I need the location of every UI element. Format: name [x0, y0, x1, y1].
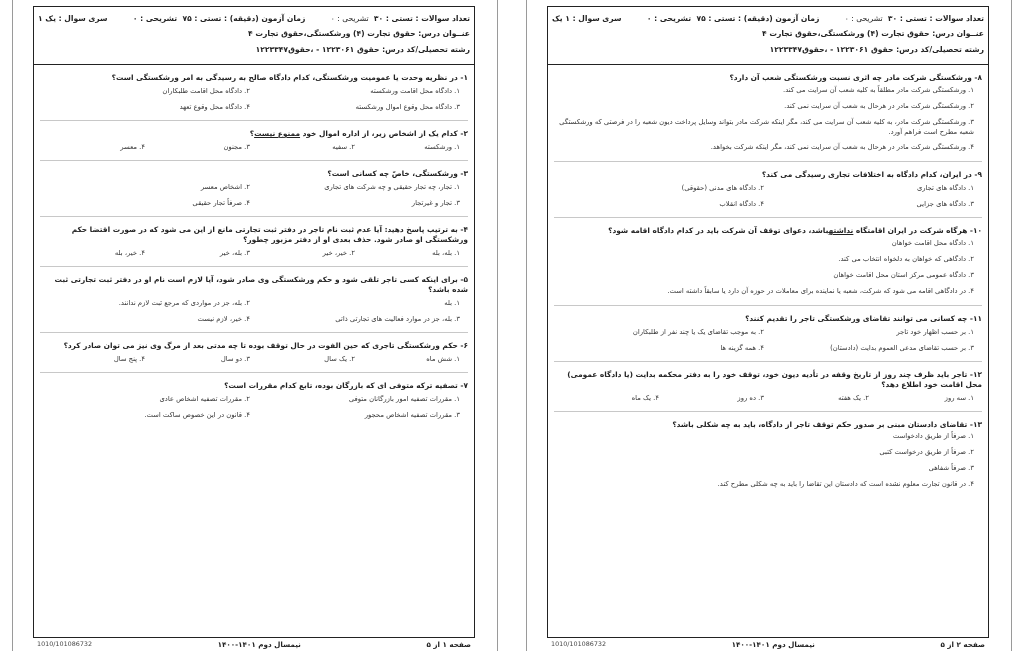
divider — [40, 160, 468, 161]
question-title: ۱۲- تاجر باید ظرف چند روز از تاریخ وقفه در تأدیه دیون خود، توقف خود را به دفتر محکمه بدایت (یا دادگاه عمومی) محل اقامت خود اطلاع دهد؟ — [567, 369, 982, 389]
field-code: رشته تحصیلی/کد درس: حقوق ۱۲۲۳۰۶۱ - ،حقوق۱۲۲۳۳۴۷ — [769, 45, 984, 54]
option: ۳. بله، خیر — [219, 248, 250, 257]
option: ۱. مقررات تصفیه امور بازرگانان متوفی — [348, 394, 460, 403]
question-5 — [34, 275, 474, 333]
divider — [40, 216, 468, 217]
option: ۴. صرفاً تجار حقیقی — [192, 198, 250, 207]
option: ۴. ورشکستگی شرکت مادر در هرحال به شعب آن سرایت نمی کند، مگر اینکه شرکت بخواهد. — [710, 143, 974, 152]
exam-header — [548, 7, 988, 65]
question-title: ۱۳- تقاضای دادستان مبنی بر صدور حکم توقف تاجر از دادگاه، باید به چه شکلی باشد؟ — [672, 419, 982, 429]
series-label: سری سوال : یک ۱ — [38, 14, 108, 23]
option: ۱. دادگاه محل اقامت ورشکسته — [370, 86, 460, 95]
exam-header — [34, 7, 474, 65]
page-footer — [547, 638, 989, 650]
option: ۴. یک ماه — [631, 393, 659, 402]
divider — [40, 266, 468, 267]
option: ۴. همه گزینه ها — [720, 343, 764, 352]
option: ۱. ورشکستگی شرکت مادر مطلقاً به کلیه شعب آن سرایت می کند. — [783, 85, 974, 94]
option: ۳. دادگاه های جزایی — [916, 200, 974, 209]
page-number: صفحه ۲ از ۵ — [940, 639, 985, 649]
question-title: ۴- به ترتیب پاسخ دهید: آیا عدم ثبت نام تاجر در دفتر ثبت تجارتی مانع از این می شود که در صورت اقتضا حکم ورشکستگی او صادر شود. حذف بعدی او از دفتر مزبور چطور؟ — [71, 224, 468, 244]
option: ۱. دادگاه های تجاری — [916, 184, 974, 193]
course-title: عنــوان درس: حقوق تجارت (۴) ورشکستگی،حقوق تجارت ۴ — [762, 29, 984, 38]
semester-label: نیمسال دوم ۱۴۰۱-۱۴۰۰ — [731, 639, 815, 649]
semester-label: نیمسال دوم ۱۴۰۱-۱۴۰۰ — [217, 639, 301, 649]
series-label: سری سوال : ۱ یک — [552, 14, 622, 23]
option: ۴. دادگاه انقلاب — [719, 200, 764, 209]
essay-count: تشریحی : ۰ — [844, 14, 883, 23]
exam-code: 1010/101086732 — [37, 640, 93, 648]
option: ۴. خیر، بله — [114, 248, 145, 257]
question-7 — [34, 381, 474, 423]
question-count: تعداد سوالات : تستی : ۳۰ — [373, 14, 470, 23]
question-1 — [34, 73, 474, 121]
option: ۴. دادگاه محل وقوع تعهد — [179, 102, 250, 111]
question-title: ۶- حکم ورشکستگی تاجری که حین الفوت در حال توقف بوده تا چه مدتی بعد از مرگ وی نیز می توان صادر کرد؟ — [63, 340, 468, 350]
question-11 — [548, 314, 988, 362]
option: ۳. دادگاه عمومی مرکز استان محل اقامت خواهان — [833, 270, 974, 279]
option: ۱. سه روز — [944, 393, 974, 402]
option: ۳. صرفاً شفاهی — [928, 464, 974, 473]
divider — [554, 411, 982, 412]
option: ۴. خیر، لازم نیست — [197, 314, 250, 323]
option: ۳. ورشکستگی شرکت مادر، به کلیه شعب آن سرایت می کند، مگر اینکه شرکت مادر بتواند وسایل پرداخت دیون شعبه را در فرصتی که ورشکستگی شعبه مطرح است فراهم آورد. — [559, 117, 974, 136]
option: ۱. دادگاه محل اقامت خواهان — [891, 239, 974, 248]
exam-code: 1010/101086732 — [551, 640, 607, 648]
option: ۱. بر حسب اظهار خود تاجر — [896, 327, 974, 336]
option: ۲. اشخاص معسر — [200, 182, 250, 191]
option: ۲. ورشکستگی شرکت مادر در هرحال به شعب آن سرایت نمی کند. — [784, 101, 974, 110]
question-count: تعداد سوالات : تستی : ۳۰ — [887, 14, 984, 23]
option: ۱. شش ماه — [426, 354, 460, 363]
option: ۳. بله، جز در موارد فعالیت های تجارتی ذاتی — [335, 314, 460, 323]
divider — [554, 305, 982, 306]
option: ۴. در دادگاهی اقامه می شود که شرکت، شعبه یا نماینده برای معاملات در حوزه آن دارد یا سابقاً داشته است. — [667, 286, 974, 295]
option: ۲. یک سال — [324, 354, 355, 363]
option: ۱. صرفاً از طریق دادخواست — [892, 432, 974, 441]
divider — [554, 217, 982, 218]
option: ۳. تجار و غیرتجار — [411, 198, 460, 207]
option: ۲. خیر، خیر — [322, 248, 355, 257]
option: ۲. بله، جز در مواردی که مرجع ثبت لازم ندانند. — [118, 298, 250, 307]
option: ۱. تجار، چه تجار حقیقی و چه شرکت های تجاری — [324, 182, 460, 191]
page-2-frame — [547, 6, 989, 638]
option: ۳. بر حسب تقاضای مدعی العموم بدایت (دادستان) — [830, 343, 974, 352]
question-10 — [548, 226, 988, 305]
question-4 — [34, 225, 474, 267]
option: ۳. دادگاه محل وقوع اموال ورشکسته — [355, 102, 460, 111]
option: ۲. صرفاً از طریق درخواست کتبی — [879, 448, 974, 457]
question-2 — [34, 129, 474, 161]
question-title: ۵- برای اینکه کسی تاجر تلقی شود و حکم ورشکستگی وی صادر شود، آیا لازم است نام او در دفتر ثبت تجارتی ثبت شده باشد؟ — [54, 274, 468, 294]
page-footer — [33, 638, 475, 650]
option: ۳. ده روز — [737, 393, 764, 402]
option: ۳. دو سال — [220, 354, 250, 363]
option: ۱. بله، بله — [432, 248, 460, 257]
question-title: ۳- ورشکستگی، خاصّ چه کسانی است؟ — [327, 168, 468, 178]
question-title: ۱۱- چه کسانی می توانند تقاضای ورشکستگی تاجر را تقدیم کنند؟ — [745, 313, 982, 323]
divider — [40, 332, 468, 333]
option: ۴. پنج سال — [113, 354, 145, 363]
question-12 — [548, 370, 988, 412]
field-code: رشته تحصیلی/کد درس: حقوق ۱۲۲۳۰۶۱ - ،حقوق۱۲۲۳۳۴۷ — [255, 45, 470, 54]
exam-page-1 — [12, 0, 498, 651]
exam-time-essay: تشریحی : ۰ — [646, 14, 692, 23]
course-title: عنــوان درس: حقوق تجارت (۴) ورشکستگی،حقوق تجارت ۴ — [248, 29, 470, 38]
essay-count: تشریحی : ۰ — [330, 14, 369, 23]
question-title: ۸- ورشکستگی شرکت مادر چه اثری نسبت ورشکستگی شعب آن دارد؟ — [729, 73, 982, 82]
question-3 — [34, 169, 474, 217]
question-title: ۲- کدام یک از اشخاص زیر، از اداره اموال خود ممنوع نیست؟ — [249, 128, 468, 138]
divider — [554, 161, 982, 162]
divider — [40, 372, 468, 373]
option: ۲. سفیه — [332, 142, 355, 151]
question-9 — [548, 170, 988, 218]
option: ۴. قانون در این خصوص ساکت است. — [144, 410, 250, 419]
exam-page-2 — [526, 0, 1012, 651]
divider — [554, 361, 982, 362]
option: ۲. یک هفته — [838, 393, 869, 402]
exam-time: زمان آزمون (دقیقه) : تستی : ۷۵ — [182, 14, 306, 23]
question-13 — [548, 420, 988, 493]
option: ۳. مجنون — [223, 142, 250, 151]
option: ۲. به موجب تقاضای یک یا چند نفر از طلبکاران — [632, 327, 764, 336]
option: ۱. ورشکسته — [424, 142, 460, 151]
option: ۲. دادگاهی که خواهان به دلخواه انتخاب می کند. — [838, 255, 974, 264]
exam-time-essay: تشریحی : ۰ — [132, 14, 178, 23]
option: ۱. بله — [444, 298, 460, 307]
divider — [40, 120, 468, 121]
page-number: صفحه ۱ از ۵ — [426, 639, 471, 649]
question-title: ۱۰- هرگاه شرکت در ایران اقامتگاه نداشتهباشد، دعوای توقف آن شرکت باید در کدام دادگاه اقامه شود؟ — [608, 226, 982, 236]
question-title: ۷- تصفیه ترکه متوفی ای که بازرگان بوده، تابع کدام مقررات است؟ — [224, 380, 468, 390]
question-title: ۱- در نظریه وحدت یا عمومیت ورشکستگی، کدام دادگاه صالح به رسیدگی به امر ورشکستگی است؟ — [111, 73, 468, 82]
option: ۳. مقررات تصفیه اشخاص محجور — [364, 410, 460, 419]
exam-time: زمان آزمون (دقیقه) : تستی : ۷۵ — [696, 14, 820, 23]
option: ۲. دادگاه های مدنی (حقوقی) — [681, 184, 764, 193]
option: ۴. در قانون تجارت معلوم نشده است که دادستان این تقاضا را باید به چه شکلی مطرح کند. — [717, 480, 974, 489]
question-6 — [34, 341, 474, 373]
option: ۲. دادگاه محل اقامت طلبکاران — [162, 86, 250, 95]
option: ۲. مقررات تصفیه اشخاص عادی — [159, 394, 250, 403]
question-8 — [548, 73, 988, 162]
page-1-frame — [33, 6, 475, 638]
option: ۴. معسر — [120, 142, 145, 151]
question-title: ۹- در ایران، کدام دادگاه به اختلافات تجاری رسیدگی می کند؟ — [761, 170, 982, 180]
